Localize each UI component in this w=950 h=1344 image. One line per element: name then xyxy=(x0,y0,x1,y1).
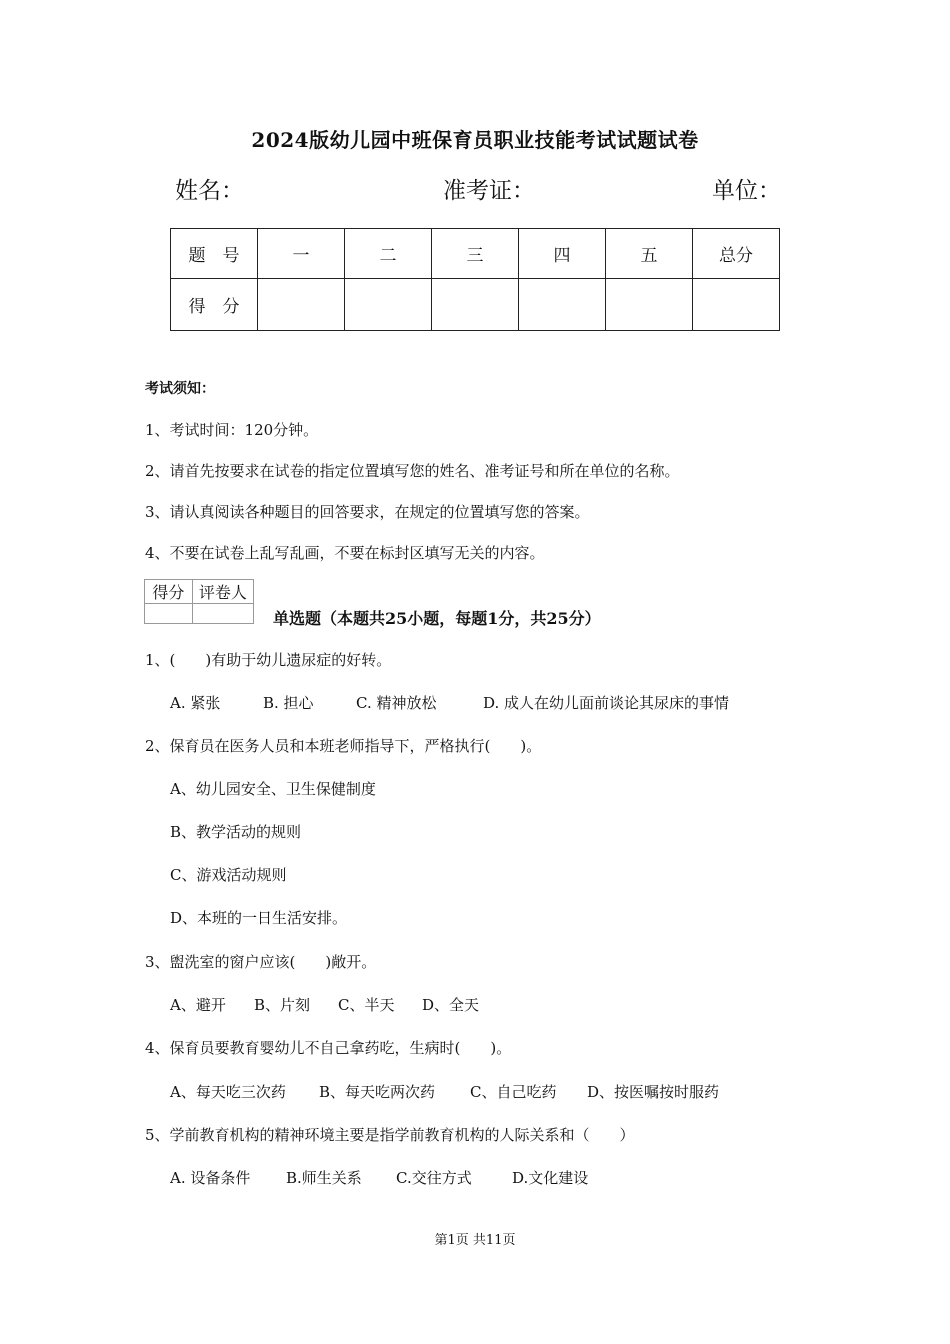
name-label: 姓名： xyxy=(175,178,244,204)
option: C、自己吃药 xyxy=(470,1083,557,1101)
score-cell-blank[interactable] xyxy=(606,279,693,331)
option: C. 精神放松 xyxy=(356,694,437,712)
grader-name-blank[interactable] xyxy=(192,604,253,624)
score-cell-blank[interactable] xyxy=(258,279,345,331)
option: A. 设备条件 xyxy=(170,1169,251,1187)
page-footer: 第1页 共11页 xyxy=(434,1233,516,1248)
question-text: 1、( )有助于幼儿遗尿症的好转。 xyxy=(145,651,392,669)
score-table-header-row xyxy=(171,229,780,279)
option: C.交往方式 xyxy=(396,1169,472,1187)
notice-title: 考试须知： xyxy=(145,381,215,397)
option: B、片刻 xyxy=(254,996,311,1014)
notice-item: 4、不要在试卷上乱写乱画，不要在标封区填写无关的内容。 xyxy=(145,544,545,562)
option: B.师生关系 xyxy=(286,1169,362,1187)
option: B、每天吃两次药 xyxy=(319,1083,436,1101)
option: D.文化建设 xyxy=(512,1169,589,1187)
grader-name-label: 评卷人 xyxy=(192,580,253,604)
score-header-cell: 五 xyxy=(606,229,693,279)
option: D. 成人在幼儿面前谈论其尿床的事情 xyxy=(483,694,730,712)
score-table xyxy=(170,228,780,331)
question-options xyxy=(170,1081,719,1102)
score-cell-blank[interactable] xyxy=(432,279,519,331)
option: A、避开 xyxy=(170,996,226,1014)
option: D、本班的一日生活安排。 xyxy=(170,909,348,927)
question-text: 5、学前教育机构的精神环境主要是指学前教育机构的人际关系和（ ） xyxy=(145,1126,635,1144)
question-text: 4、保育员要教育婴幼儿不自己拿药吃，生病时( )。 xyxy=(145,1039,512,1057)
notice-item: 1、考试时间：120分钟。 xyxy=(145,421,319,439)
score-cell-blank[interactable] xyxy=(519,279,606,331)
grader-score-label: 得分 xyxy=(145,580,193,604)
score-header-cell: 二 xyxy=(345,229,432,279)
score-cell-blank[interactable] xyxy=(345,279,432,331)
score-cell-blank[interactable] xyxy=(693,279,780,331)
grader-table xyxy=(144,579,254,624)
score-header-cell: 四 xyxy=(519,229,606,279)
exam-id-label: 准考证： xyxy=(443,178,535,204)
notice-item: 3、请认真阅读各种题目的回答要求，在规定的位置填写您的答案。 xyxy=(145,503,590,521)
option: B、教学活动的规则 xyxy=(170,823,302,841)
section-heading: 单选题（本题共25小题，每题1分，共25分） xyxy=(273,609,601,628)
unit-label: 单位： xyxy=(712,178,781,204)
question-options xyxy=(170,1167,588,1188)
option: C、半天 xyxy=(338,996,395,1014)
candidate-info-row xyxy=(175,172,780,206)
score-header-cell: 三 xyxy=(432,229,519,279)
score-table-score-row xyxy=(171,279,780,331)
question-options xyxy=(170,692,729,713)
notice-item: 2、请首先按要求在试卷的指定位置填写您的姓名、准考证号和所在单位的名称。 xyxy=(145,462,680,480)
option: B. 担心 xyxy=(263,694,314,712)
grader-score-blank[interactable] xyxy=(145,604,193,624)
option: D、全天 xyxy=(422,996,480,1014)
score-row-label: 得 分 xyxy=(171,279,258,331)
score-header-cell: 题 号 xyxy=(171,229,258,279)
exam-title: 2024版幼儿园中班保育员职业技能考试试题试卷 xyxy=(251,128,699,152)
option: A、幼儿园安全、卫生保健制度 xyxy=(170,780,376,798)
question-text: 2、保育员在医务人员和本班老师指导下，严格执行( )。 xyxy=(145,737,542,755)
score-header-cell: 总分 xyxy=(693,229,780,279)
option: A、每天吃三次药 xyxy=(170,1083,286,1101)
option: C、游戏活动规则 xyxy=(170,866,287,884)
question-options xyxy=(170,994,479,1015)
option: D、按医嘱按时服药 xyxy=(587,1083,720,1101)
option: A. 紧张 xyxy=(170,694,221,712)
score-header-cell: 一 xyxy=(258,229,345,279)
question-text: 3、盥洗室的窗户应该( )敞开。 xyxy=(145,953,377,971)
